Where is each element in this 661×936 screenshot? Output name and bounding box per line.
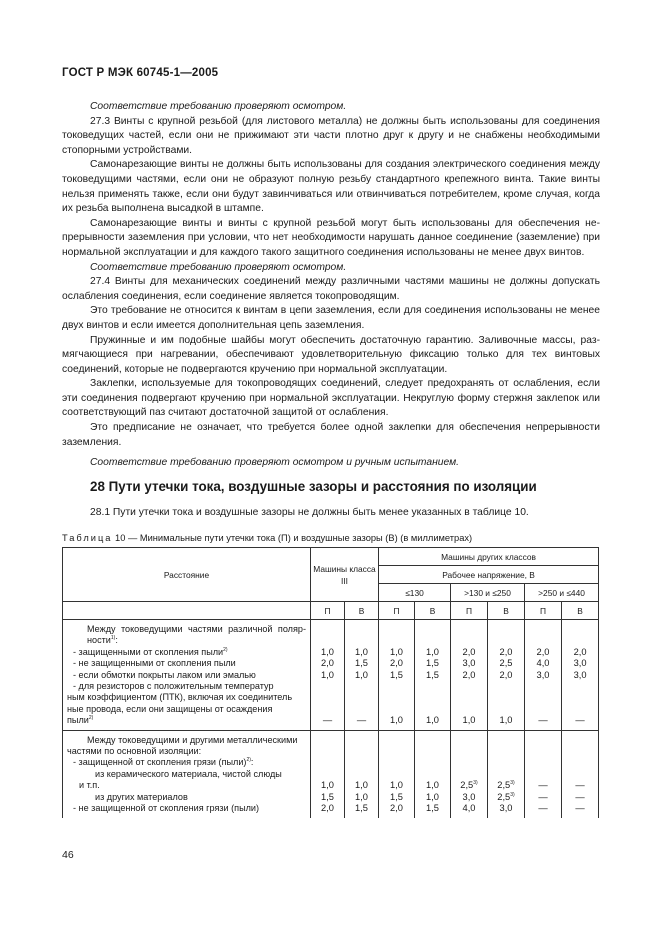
table-cell-value: 2,0 xyxy=(462,669,476,680)
paragraph: 27.3 Винты с крупной резьбой (для листового металла) не должны быть использованы для соединения токоведущих частей, если они не прижимают эти части плотно друг к другу и не снабжены необходимыми стопорными устройствами. xyxy=(62,115,600,156)
header-v: В xyxy=(562,602,599,620)
table-cell-value xyxy=(525,692,561,703)
group2-title: частями по основной изоляции: xyxy=(67,746,202,757)
group2-title: Между токоведущими и другими металлическими xyxy=(87,734,298,745)
table-cell-value: — xyxy=(575,791,585,802)
table-cell-value xyxy=(415,746,450,757)
table-cell-value: — xyxy=(322,715,333,726)
table-cell-value: 2,0 xyxy=(321,658,334,669)
value-column xyxy=(345,620,379,731)
table-cell-value xyxy=(451,769,487,780)
body-text xyxy=(62,100,600,471)
table-cell-value xyxy=(345,635,378,646)
table-cell-value xyxy=(379,624,414,635)
table-cell-value xyxy=(451,692,487,703)
table-cell-value xyxy=(488,692,524,703)
table-cell-value xyxy=(345,757,378,768)
table-cell-value: 3,0 xyxy=(573,669,587,680)
table-cell-value: 1,5 xyxy=(390,791,403,802)
table-cell-value xyxy=(562,735,598,746)
table-cell-value xyxy=(562,757,598,768)
table-cell-value: 1,0 xyxy=(355,791,368,802)
table-cell-value: 2,0 xyxy=(462,646,476,657)
table-cell-value xyxy=(451,704,487,715)
table-cell-value xyxy=(311,624,344,635)
table-cell-value xyxy=(311,692,344,703)
table-cell-value: 3,0 xyxy=(499,803,513,814)
table-cell-value xyxy=(562,704,598,715)
table-cell-value xyxy=(451,635,487,646)
table-cell-value xyxy=(525,757,561,768)
table-cell-value xyxy=(379,735,414,746)
header-p: П xyxy=(311,602,345,620)
table-cell-value: 3,0 xyxy=(462,658,476,669)
clearance-table xyxy=(62,547,599,818)
table-cell-value xyxy=(311,757,344,768)
table-cell-value: 2,5 xyxy=(499,658,513,669)
header-voltage: Рабочее напряжение, В xyxy=(379,566,599,584)
table-cell-value: 1,0 xyxy=(426,791,439,802)
header-blank xyxy=(63,602,311,620)
table-cell-value xyxy=(379,746,414,757)
row-label: - защищенными от скопления пыли$^{2)}$ xyxy=(73,646,228,657)
row-label: из других материалов xyxy=(95,791,188,802)
value-column xyxy=(562,730,599,817)
table-cell-value: 1,5 xyxy=(321,791,334,802)
section-heading: 28 Пути утечки тока, воздушные зазоры и расстояния по изоляции xyxy=(90,479,537,494)
table-cell-value: 3,0 xyxy=(462,791,476,802)
table-cell-value xyxy=(451,681,487,692)
table-cell-value xyxy=(415,769,450,780)
table-cell-value: 1,0 xyxy=(426,715,439,726)
table-cell-value: — xyxy=(538,791,548,802)
table-cell-value: 1,0 xyxy=(499,715,513,726)
table-cell-value xyxy=(415,635,450,646)
table-cell-value xyxy=(415,757,450,768)
table-cell-value xyxy=(415,735,450,746)
table-cell-value: 1,0 xyxy=(321,646,334,657)
paragraph: Самонарезающие винты и винты с крупной резьбой могут быть использованы для обеспечения непрерывности заземления при условии, что нет необходимости нарушать данное соединение (заземление) при нормальной эксплуатации и для каждого такого защитного соединения использованы не менее двух винтов. xyxy=(62,217,600,258)
value-column xyxy=(379,730,415,817)
row-label: - защищенной от скопления грязи (пыли)$^{2)}$: xyxy=(73,757,254,768)
table-row xyxy=(63,620,599,731)
table-cell-value xyxy=(415,624,450,635)
table-cell-value xyxy=(488,746,524,757)
table-cell-value xyxy=(379,769,414,780)
table-cell-value: 1,0 xyxy=(426,780,439,791)
table-cell-value xyxy=(451,757,487,768)
value-column xyxy=(311,620,345,731)
table-cell-value: 1,0 xyxy=(355,646,368,657)
table-caption-label: Таблица xyxy=(62,533,113,543)
table-cell-value xyxy=(525,746,561,757)
value-column xyxy=(525,620,562,731)
table-cell-value xyxy=(345,746,378,757)
paragraph: Соответствие требованию проверяют осмотром. xyxy=(90,261,347,273)
table-cell-value xyxy=(451,735,487,746)
header-class3: Машины класса III xyxy=(311,548,379,602)
page-number: 46 xyxy=(62,849,74,861)
header-v: В xyxy=(345,602,379,620)
table-cell-value: 1,5 xyxy=(355,803,368,814)
table-cell-value xyxy=(562,681,598,692)
value-column xyxy=(415,620,451,731)
table-cell-value: 2,0 xyxy=(499,669,513,680)
table-cell-value xyxy=(311,769,344,780)
value-column xyxy=(488,620,525,731)
table-cell-value xyxy=(488,735,524,746)
header-range: ≤130 xyxy=(379,584,451,602)
table-cell-value xyxy=(345,769,378,780)
table-cell-value: — xyxy=(575,780,585,791)
table-cell-value xyxy=(488,769,524,780)
table-cell-value: 4,0 xyxy=(462,803,476,814)
table-cell-value xyxy=(379,757,414,768)
table-cell-value xyxy=(488,681,524,692)
table-cell-value xyxy=(451,746,487,757)
table-cell-value: — xyxy=(538,780,548,791)
row-label: пыли$^{2)}$ xyxy=(67,715,94,726)
table-cell-value: 2,0 xyxy=(321,803,334,814)
row-label: - не защищенными от скопления пыли xyxy=(73,658,236,669)
table-cell-value xyxy=(525,624,561,635)
table-cell-value xyxy=(488,624,524,635)
table-cell-value xyxy=(379,704,414,715)
table-cell-value: — xyxy=(575,715,585,726)
header-v: В xyxy=(415,602,451,620)
row-label: - не защищенной от скопления грязи (пыли) xyxy=(73,803,260,814)
table-cell-value xyxy=(562,746,598,757)
value-column xyxy=(415,730,451,817)
table-cell-value: 4,0 xyxy=(536,658,550,669)
table-cell-value xyxy=(415,681,450,692)
row-label: из керамического материала, чистой слюды xyxy=(95,768,282,779)
header-other-classes: Машины других классов xyxy=(379,548,599,566)
table-cell-value xyxy=(311,735,344,746)
value-column xyxy=(525,730,562,817)
table-cell-value xyxy=(345,681,378,692)
table-cell-value: 1,0 xyxy=(355,780,368,791)
paragraph: 27.4 Винты для механических соединений между различными частями машины не должны допускать ослабления соединения, если соединение является токопроводящим. xyxy=(62,276,600,302)
table-cell-value: 1,0 xyxy=(390,780,403,791)
table-cell-value: 2,0 xyxy=(573,646,587,657)
table-cell-value xyxy=(379,635,414,646)
row-label: ные провода, если они защищены от осаждения xyxy=(67,703,273,714)
group1-title: Между токоведущими частями различной полярности$^{1)}$: xyxy=(87,624,306,646)
table-cell-value: 1,5 xyxy=(355,658,368,669)
table-cell-value xyxy=(379,692,414,703)
table-cell-value: 1,0 xyxy=(321,669,334,680)
table-cell-value: 1,0 xyxy=(426,646,439,657)
table-cell-value xyxy=(379,681,414,692)
value-column xyxy=(379,620,415,731)
table-cell-value: 1,0 xyxy=(321,780,334,791)
paragraph: Соответствие требованию проверяют осмотром и ручным испытанием. xyxy=(90,457,460,469)
table-cell-value: 1,5 xyxy=(426,669,439,680)
paragraph: Пружинные и им подобные шайбы могут обеспечить достаточную гарантию. Заливочные массы, размягчающиеся при нагревании, обеспечивают удовлетворительную фиксацию только для тех винтовых соединений, которые не подвергаются кручению при нормальной эксплуатации. xyxy=(62,334,600,375)
table-cell-value xyxy=(415,692,450,703)
row-label: и т.п. xyxy=(79,780,100,791)
table-cell-value: 1,5 xyxy=(426,803,439,814)
table-cell-value xyxy=(488,757,524,768)
table-cell-value xyxy=(345,692,378,703)
table-cell-value xyxy=(525,635,561,646)
table-cell-value xyxy=(562,635,598,646)
table-cell-value: 3,0 xyxy=(536,669,550,680)
table-cell-value: — xyxy=(575,803,585,814)
table-cell-value: 2,0 xyxy=(390,658,403,669)
value-column xyxy=(488,730,525,817)
header-distance: Расстояние xyxy=(63,548,311,602)
row-description xyxy=(63,620,311,731)
table-cell-value xyxy=(415,704,450,715)
header-p: П xyxy=(451,602,488,620)
paragraph-28-1: 28.1 Пути утечки тока и воздушные зазоры не должны быть менее указанных в таблице 10. xyxy=(90,507,529,518)
value-column xyxy=(562,620,599,731)
value-column xyxy=(451,620,488,731)
table-cell-value: 2,0 xyxy=(499,646,513,657)
row-description xyxy=(63,730,311,817)
header-range: >130 и ≤250 xyxy=(451,584,525,602)
table-caption-text: 10 — Минимальные пути утечки тока (П) и воздушные зазоры (В) (в миллиметрах) xyxy=(112,533,473,543)
value-column xyxy=(311,730,345,817)
table-cell-value xyxy=(525,735,561,746)
row-label: - для резисторов с положительным температур xyxy=(73,681,274,692)
table-cell-value: — xyxy=(538,803,548,814)
paragraph: Соответствие требованию проверяют осмотром. xyxy=(90,101,347,112)
header-p: П xyxy=(379,602,415,620)
header-range: >250 и ≤440 xyxy=(525,584,599,602)
paragraph: Заклепки, используемые для токопроводящих соединений, следует предохранять от ослабления, если эти соединения подвергают кручению при нормальной эксплуатации. Некруглую форму стержня заклепок или соответствующий паз считают достаточной защитой от ослабления. xyxy=(62,378,600,419)
table-cell-value: 1,0 xyxy=(462,715,476,726)
table-cell-value xyxy=(311,704,344,715)
table-cell-value: 2,5$^{3)}$ xyxy=(497,791,515,802)
table-cell-value xyxy=(345,624,378,635)
table-cell-value: 2,5$^{3)}$ xyxy=(497,780,515,791)
standard-header: ГОСТ Р МЭК 60745-1—2005 xyxy=(62,67,219,79)
table-cell-value xyxy=(451,624,487,635)
table-cell-value xyxy=(488,704,524,715)
table-cell-value: 1,5 xyxy=(390,669,403,680)
header-p: П xyxy=(525,602,562,620)
table-cell-value xyxy=(345,735,378,746)
row-label: - если обмотки покрыты лаком или эмалью xyxy=(73,669,256,680)
value-column xyxy=(451,730,488,817)
table-cell-value: 1,0 xyxy=(390,715,403,726)
table-cell-value xyxy=(525,704,561,715)
table-cell-value: 2,0 xyxy=(536,646,550,657)
value-column xyxy=(345,730,379,817)
table-cell-value: 2,0 xyxy=(390,803,403,814)
table-cell-value xyxy=(525,681,561,692)
table-cell-value: 1,0 xyxy=(355,669,368,680)
table-cell-value: 1,0 xyxy=(390,646,403,657)
table-cell-value xyxy=(562,624,598,635)
table-cell-value xyxy=(488,635,524,646)
table-row xyxy=(63,730,599,817)
table-cell-value: — xyxy=(538,715,548,726)
table-cell-value: 1,5 xyxy=(426,658,439,669)
table-cell-value xyxy=(562,692,598,703)
paragraph: Это требование не относится к винтам в цепи заземления, если для соединения использованы не менее двух винтов и если имеется дополнительная цепь заземления. xyxy=(62,305,600,331)
table-cell-value xyxy=(311,635,344,646)
row-label: ным коэффициентом (ПТК), включая их соединитель xyxy=(67,692,293,703)
table-caption xyxy=(62,533,472,543)
paragraph: Самонарезающие винты не должны быть использованы для создания электрического соединения между токоведущими частями, если они не образуют полную резьбу стандартного крепежного винта. Такие винты нельзя применять также, если они будут завинчиваться или отвинчиваться потребителем, кроме случая, когда их резьба выполнена высадкой в штампе. xyxy=(62,159,600,215)
table-cell-value: — xyxy=(356,715,367,726)
table-cell-value: 3,0 xyxy=(573,658,587,669)
table-cell-value xyxy=(311,746,344,757)
table-cell-value xyxy=(311,681,344,692)
table-cell-value xyxy=(345,704,378,715)
header-v: В xyxy=(488,602,525,620)
table-cell-value: 2,5$^{3)}$ xyxy=(460,780,478,791)
paragraph: Это предписание не означает, что требуется более одной заклепки для обеспечения непрерывности заземления. xyxy=(62,422,600,448)
table-cell-value xyxy=(562,769,598,780)
table-cell-value xyxy=(525,769,561,780)
